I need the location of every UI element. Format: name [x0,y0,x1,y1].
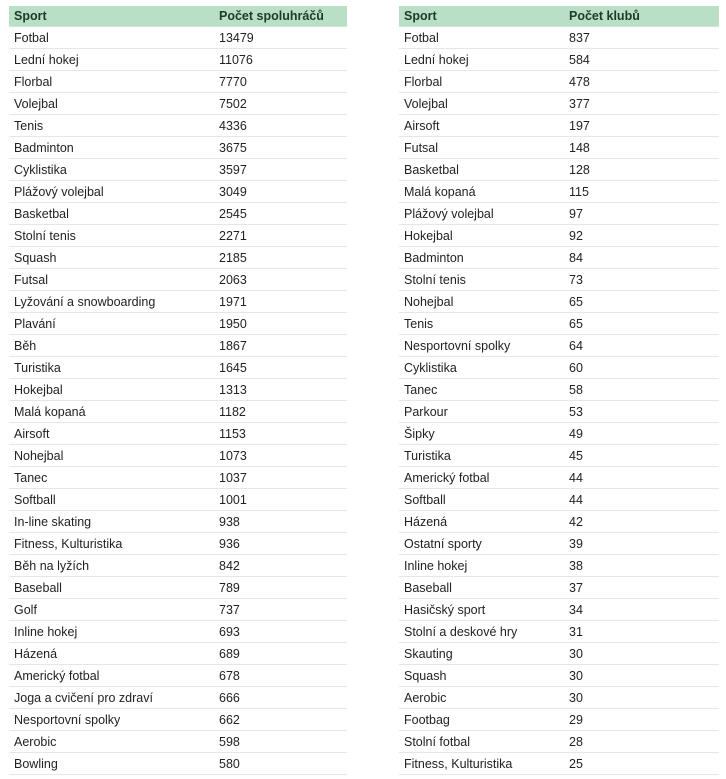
table-row [399,621,719,643]
count-cell: 837 [564,27,719,49]
count-cell: 84 [564,247,719,269]
table-row [9,335,347,357]
count-cell: 678 [214,665,347,687]
table-row [9,665,347,687]
sport-cell: Tanec [399,379,564,401]
sport-cell: Americký fotbal [9,665,214,687]
sport-cell: Cyklistika [9,159,214,181]
count-cell: 53 [564,401,719,423]
sport-cell: Basketbal [9,203,214,225]
table-row [9,181,347,203]
count-cell: 377 [564,93,719,115]
table-row [9,203,347,225]
count-cell: 938 [214,511,347,533]
sport-cell: Nesportovní spolky [9,709,214,731]
sport-cell: Stolní tenis [9,225,214,247]
table-header-row [399,6,719,27]
sport-cell: Cyklistika [399,357,564,379]
count-cell: 44 [564,489,719,511]
sport-cell: Běh [9,335,214,357]
sport-cell: Nohejbal [9,445,214,467]
table-row [9,731,347,753]
sport-cell: Badminton [9,137,214,159]
count-cell: 1001 [214,489,347,511]
count-cell: 1037 [214,467,347,489]
sport-cell: Turistika [9,357,214,379]
count-cell: 64 [564,335,719,357]
sport-cell: Basketbal [399,159,564,181]
table-row [9,225,347,247]
table-row [9,137,347,159]
table-header-row [9,6,347,27]
sport-cell: Florbal [399,71,564,93]
table-row [9,577,347,599]
count-cell: 30 [564,687,719,709]
sport-cell: Lední hokej [9,49,214,71]
count-cell: 3049 [214,181,347,203]
sport-cell: Běh na lyžích [9,555,214,577]
count-cell: 1073 [214,445,347,467]
table-row [9,49,347,71]
sport-cell: Tanec [9,467,214,489]
table-row [399,731,719,753]
sport-cell: Softball [399,489,564,511]
sport-cell: Stolní tenis [399,269,564,291]
sport-cell: Golf [9,599,214,621]
table-row [9,71,347,93]
table-row [9,269,347,291]
teammates-table [9,6,347,775]
sport-cell: Tenis [399,313,564,335]
sport-cell: Lední hokej [399,49,564,71]
count-cell: 2545 [214,203,347,225]
sport-cell: Volejbal [9,93,214,115]
table-row [9,27,347,49]
count-cell: 662 [214,709,347,731]
count-cell: 25 [564,753,719,775]
table-row [399,401,719,423]
count-cell: 73 [564,269,719,291]
sport-cell: Hasičský sport [399,599,564,621]
count-cell: 1971 [214,291,347,313]
count-cell: 44 [564,467,719,489]
sport-cell: Fotbal [399,27,564,49]
count-cell: 1153 [214,423,347,445]
table-row [9,489,347,511]
sport-cell: Lyžování a snowboarding [9,291,214,313]
count-cell: 2185 [214,247,347,269]
table-row [399,247,719,269]
table-row [9,93,347,115]
clubs-table [399,6,719,775]
count-cell: 478 [564,71,719,93]
column-header-sport: Sport [9,6,214,27]
table-row [9,357,347,379]
table-row [399,379,719,401]
table-row [9,687,347,709]
count-cell: 580 [214,753,347,775]
table-row [9,247,347,269]
sport-cell: Airsoft [9,423,214,445]
count-cell: 1645 [214,357,347,379]
table-row [399,577,719,599]
count-cell: 30 [564,665,719,687]
table-row [399,489,719,511]
table-row [399,357,719,379]
sport-cell: Šipky [399,423,564,445]
table-row [399,71,719,93]
count-cell: 1313 [214,379,347,401]
table-row [9,709,347,731]
table-row [9,379,347,401]
sport-cell: Bowling [9,753,214,775]
count-cell: 65 [564,313,719,335]
sport-cell: Futsal [399,137,564,159]
count-cell: 65 [564,291,719,313]
table-row [399,335,719,357]
count-cell: 42 [564,511,719,533]
table-row [399,181,719,203]
sport-cell: Stolní a deskové hry [399,621,564,643]
count-cell: 28 [564,731,719,753]
table-row [399,511,719,533]
count-cell: 49 [564,423,719,445]
sport-cell: Squash [399,665,564,687]
sport-cell: Baseball [9,577,214,599]
table-row [399,445,719,467]
sport-cell: Házená [9,643,214,665]
table-row [9,511,347,533]
count-cell: 60 [564,357,719,379]
sport-cell: Joga a cvičení pro zdraví [9,687,214,709]
table-row [9,313,347,335]
sport-cell: Tenis [9,115,214,137]
sport-cell: Fotbal [9,27,214,49]
table-row [399,423,719,445]
sport-cell: Americký fotbal [399,467,564,489]
table-row [399,291,719,313]
table-row [399,687,719,709]
table-row [9,753,347,775]
table-row [9,159,347,181]
table-row [399,115,719,137]
count-cell: 7770 [214,71,347,93]
sport-cell: Parkour [399,401,564,423]
sport-cell: Aerobic [9,731,214,753]
sport-cell: Turistika [399,445,564,467]
table-row [9,423,347,445]
count-cell: 34 [564,599,719,621]
count-cell: 39 [564,533,719,555]
sport-cell: Inline hokej [399,555,564,577]
count-cell: 4336 [214,115,347,137]
sport-cell: Florbal [9,71,214,93]
count-cell: 584 [564,49,719,71]
count-cell: 1950 [214,313,347,335]
table-row [399,555,719,577]
sport-cell: Ostatní sporty [399,533,564,555]
count-cell: 1867 [214,335,347,357]
table-row [399,49,719,71]
sport-cell: Futsal [9,269,214,291]
sport-cell: Squash [9,247,214,269]
table-row [9,115,347,137]
table-row [399,137,719,159]
count-cell: 3597 [214,159,347,181]
count-cell: 31 [564,621,719,643]
table-row [399,225,719,247]
count-cell: 598 [214,731,347,753]
table-row [399,27,719,49]
count-cell: 37 [564,577,719,599]
count-cell: 38 [564,555,719,577]
count-cell: 97 [564,203,719,225]
table-body [9,27,347,775]
count-cell: 197 [564,115,719,137]
sport-cell: Hokejbal [9,379,214,401]
table-row [399,665,719,687]
sport-cell: Softball [9,489,214,511]
sport-cell: Baseball [399,577,564,599]
count-cell: 1182 [214,401,347,423]
table-row [399,467,719,489]
table-row [9,599,347,621]
sport-cell: Házená [399,511,564,533]
table-row [9,555,347,577]
sport-cell: Badminton [399,247,564,269]
sport-cell: In-line skating [9,511,214,533]
sport-cell: Inline hokej [9,621,214,643]
count-cell: 128 [564,159,719,181]
column-header-teammates: Počet spoluhráčů [214,6,347,27]
count-cell: 693 [214,621,347,643]
table-row [399,203,719,225]
sport-cell: Volejbal [399,93,564,115]
sport-cell: Fitness, Kulturistika [399,753,564,775]
sport-cell: Skauting [399,643,564,665]
table-row [399,93,719,115]
count-cell: 13479 [214,27,347,49]
count-cell: 689 [214,643,347,665]
table-row [399,313,719,335]
table-row [9,291,347,313]
table-row [9,445,347,467]
count-cell: 30 [564,643,719,665]
sport-cell: Malá kopaná [399,181,564,203]
table-row [9,643,347,665]
sport-cell: Plážový volejbal [9,181,214,203]
sport-cell: Aerobic [399,687,564,709]
count-cell: 737 [214,599,347,621]
sport-cell: Malá kopaná [9,401,214,423]
count-cell: 11076 [214,49,347,71]
table-row [399,643,719,665]
count-cell: 842 [214,555,347,577]
table-row [9,533,347,555]
count-cell: 789 [214,577,347,599]
sport-cell: Nohejbal [399,291,564,313]
count-cell: 936 [214,533,347,555]
table-row [399,753,719,775]
count-cell: 58 [564,379,719,401]
count-cell: 666 [214,687,347,709]
table-row [399,269,719,291]
table-body [399,27,719,775]
count-cell: 92 [564,225,719,247]
table-row [399,533,719,555]
column-header-clubs: Počet klubů [564,6,719,27]
count-cell: 7502 [214,93,347,115]
table-row [9,401,347,423]
sport-cell: Airsoft [399,115,564,137]
table-row [9,467,347,489]
sport-cell: Stolní fotbal [399,731,564,753]
sport-cell: Footbag [399,709,564,731]
count-cell: 29 [564,709,719,731]
sport-cell: Fitness, Kulturistika [9,533,214,555]
sport-cell: Nesportovní spolky [399,335,564,357]
column-header-sport: Sport [399,6,564,27]
sport-cell: Plážový volejbal [399,203,564,225]
sport-cell: Hokejbal [399,225,564,247]
count-cell: 115 [564,181,719,203]
table-row [399,599,719,621]
count-cell: 2271 [214,225,347,247]
count-cell: 45 [564,445,719,467]
sport-cell: Plavání [9,313,214,335]
table-row [399,709,719,731]
count-cell: 148 [564,137,719,159]
table-row [399,159,719,181]
table-row [9,621,347,643]
count-cell: 2063 [214,269,347,291]
count-cell: 3675 [214,137,347,159]
